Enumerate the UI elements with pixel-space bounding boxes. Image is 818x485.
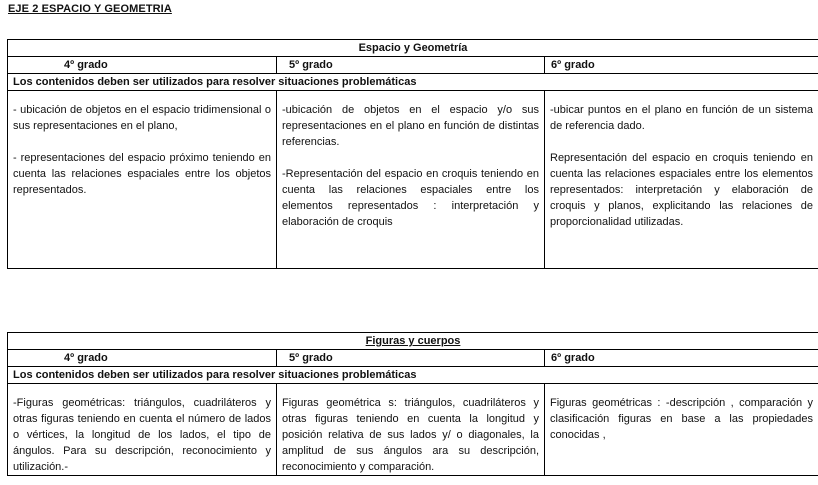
content-item: -Figuras geométricas: triángulos, cuadriláteros y otras figuras teniendo en cuenta el número de lados o vértices, la longitud de los lados, el tipo de ángulos. Para su descripción, reconocimiento y utilización.- [13, 397, 271, 473]
table-figuras-cuerpos [7, 332, 818, 476]
content-cell-4 [8, 384, 277, 476]
content-cell-6 [545, 91, 818, 269]
table-espacio-geometria [7, 39, 818, 269]
grade-header-4: 4º grado [8, 350, 277, 367]
content-item: -ubicación de objetos en el espacio y/o sus representaciones en el plano en función de distintas referencias. [282, 104, 539, 148]
content-item: Representación del espacio en croquis teniendo en cuenta las relaciones espaciales entre los elementos representados: interpretación y elaboración de croquis y planos, explicitando las relaciones de proporcionalidad utilizadas. [550, 152, 814, 228]
grade-header-5: 5º grado [277, 57, 545, 74]
section-heading: EJE 2 ESPACIO Y GEOMETRIA [8, 3, 172, 15]
content-item: Figuras geométrica s: triángulos, cuadriláteros y otras figuras teniendo en cuenta la longitud y posición relativa de sus lados y/ o diagonales, la amplitud de sus ángulos ara su descripción, reconocimiento y comparación. [282, 397, 539, 473]
table-title: Espacio y Geometría [8, 40, 818, 57]
content-item: -ubicar puntos en el plano en función de un sistema de referencia dado. [550, 104, 814, 132]
grade-header-5: 5º grado [277, 350, 545, 367]
grade-header-6: 6º grado [545, 57, 818, 74]
grade-header-6: 6º grado [545, 350, 818, 367]
contents-note: Los contenidos deben ser utilizados para resolver situaciones problemáticas [8, 74, 818, 91]
content-cell-4 [8, 91, 277, 269]
content-cell-6 [545, 384, 818, 476]
contents-note: Los contenidos deben ser utilizados para resolver situaciones problemáticas [8, 367, 818, 384]
content-cell-5 [277, 91, 545, 269]
content-item: - ubicación de objetos en el espacio tridimensional o sus representaciones en el plano, [13, 104, 271, 132]
grade-header-4: 4º grado [8, 57, 277, 74]
content-item: -Representación del espacio en croquis teniendo en cuenta las relaciones espaciales entre los elementos representados : interpretación y elaboración de croquis [282, 168, 539, 228]
table-title-text: Figuras y cuerpos [365, 335, 461, 347]
content-item: Figuras geométricas : -descripción , comparación y clasificación figuras en base a las propiedades conocidas , [550, 397, 814, 441]
content-cell-5 [277, 384, 545, 476]
content-item: - representaciones del espacio próximo teniendo en cuenta las relaciones espaciales entre los objetos representados. [13, 152, 271, 196]
table-title [8, 333, 818, 350]
